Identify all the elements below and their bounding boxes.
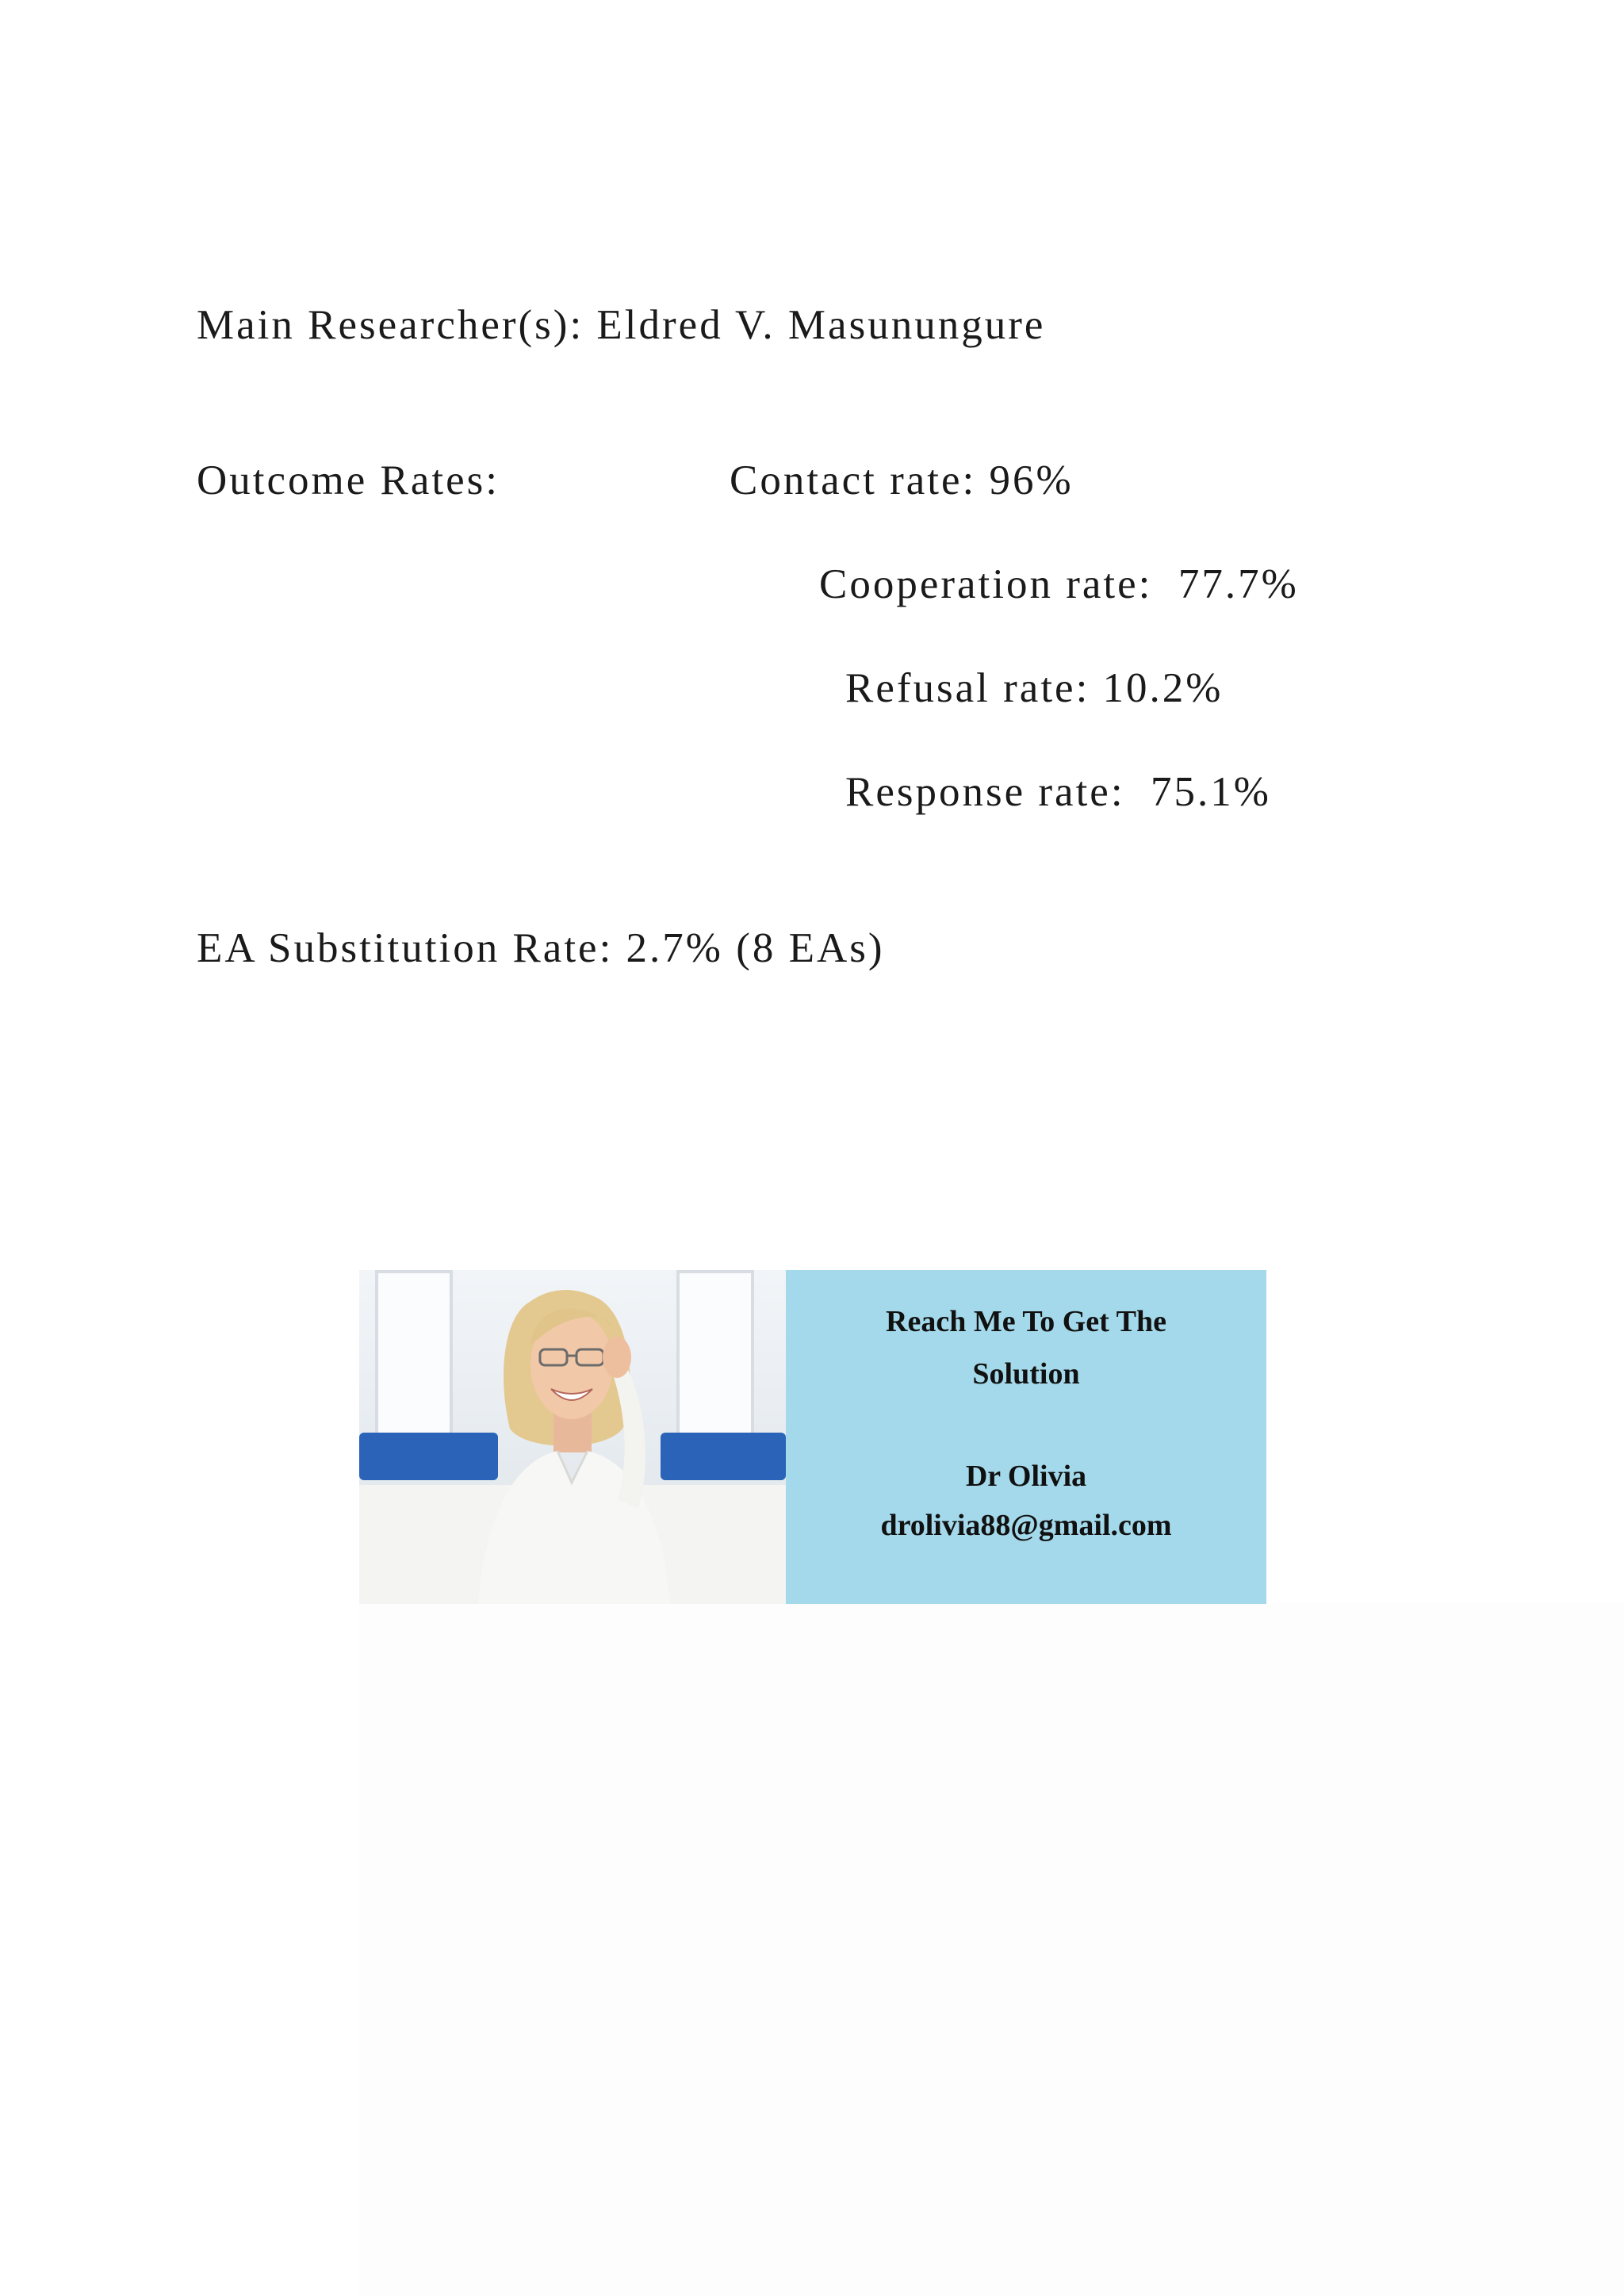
- contact-card: [786, 1270, 1266, 1604]
- blank-panel: [359, 1603, 1624, 2296]
- woman-photo: [359, 1270, 786, 1604]
- contact-rate: Contact rate: 96%: [730, 457, 1074, 503]
- main-researcher-line: Main Researcher(s): Eldred V. Masunungure: [197, 302, 1046, 348]
- banner-name: Dr Olivia: [965, 1460, 1087, 1493]
- banner-headline: Reach Me To Get The Solution: [886, 1305, 1166, 1391]
- outcome-rates-label: Outcome Rates:: [197, 457, 500, 503]
- woman-illustration: [454, 1270, 692, 1604]
- banner-email[interactable]: drolivia88@gmail.com: [880, 1509, 1172, 1542]
- response-rate: Response rate: 75.1%: [845, 769, 1271, 815]
- refusal-rate: Refusal rate: 10.2%: [845, 665, 1224, 711]
- window-shape: [375, 1270, 453, 1451]
- contact-banner: [359, 1270, 1266, 1604]
- ea-substitution-rate: EA Substitution Rate: 2.7% (8 EAs): [197, 925, 885, 971]
- cooperation-rate: Cooperation rate: 77.7%: [819, 561, 1299, 607]
